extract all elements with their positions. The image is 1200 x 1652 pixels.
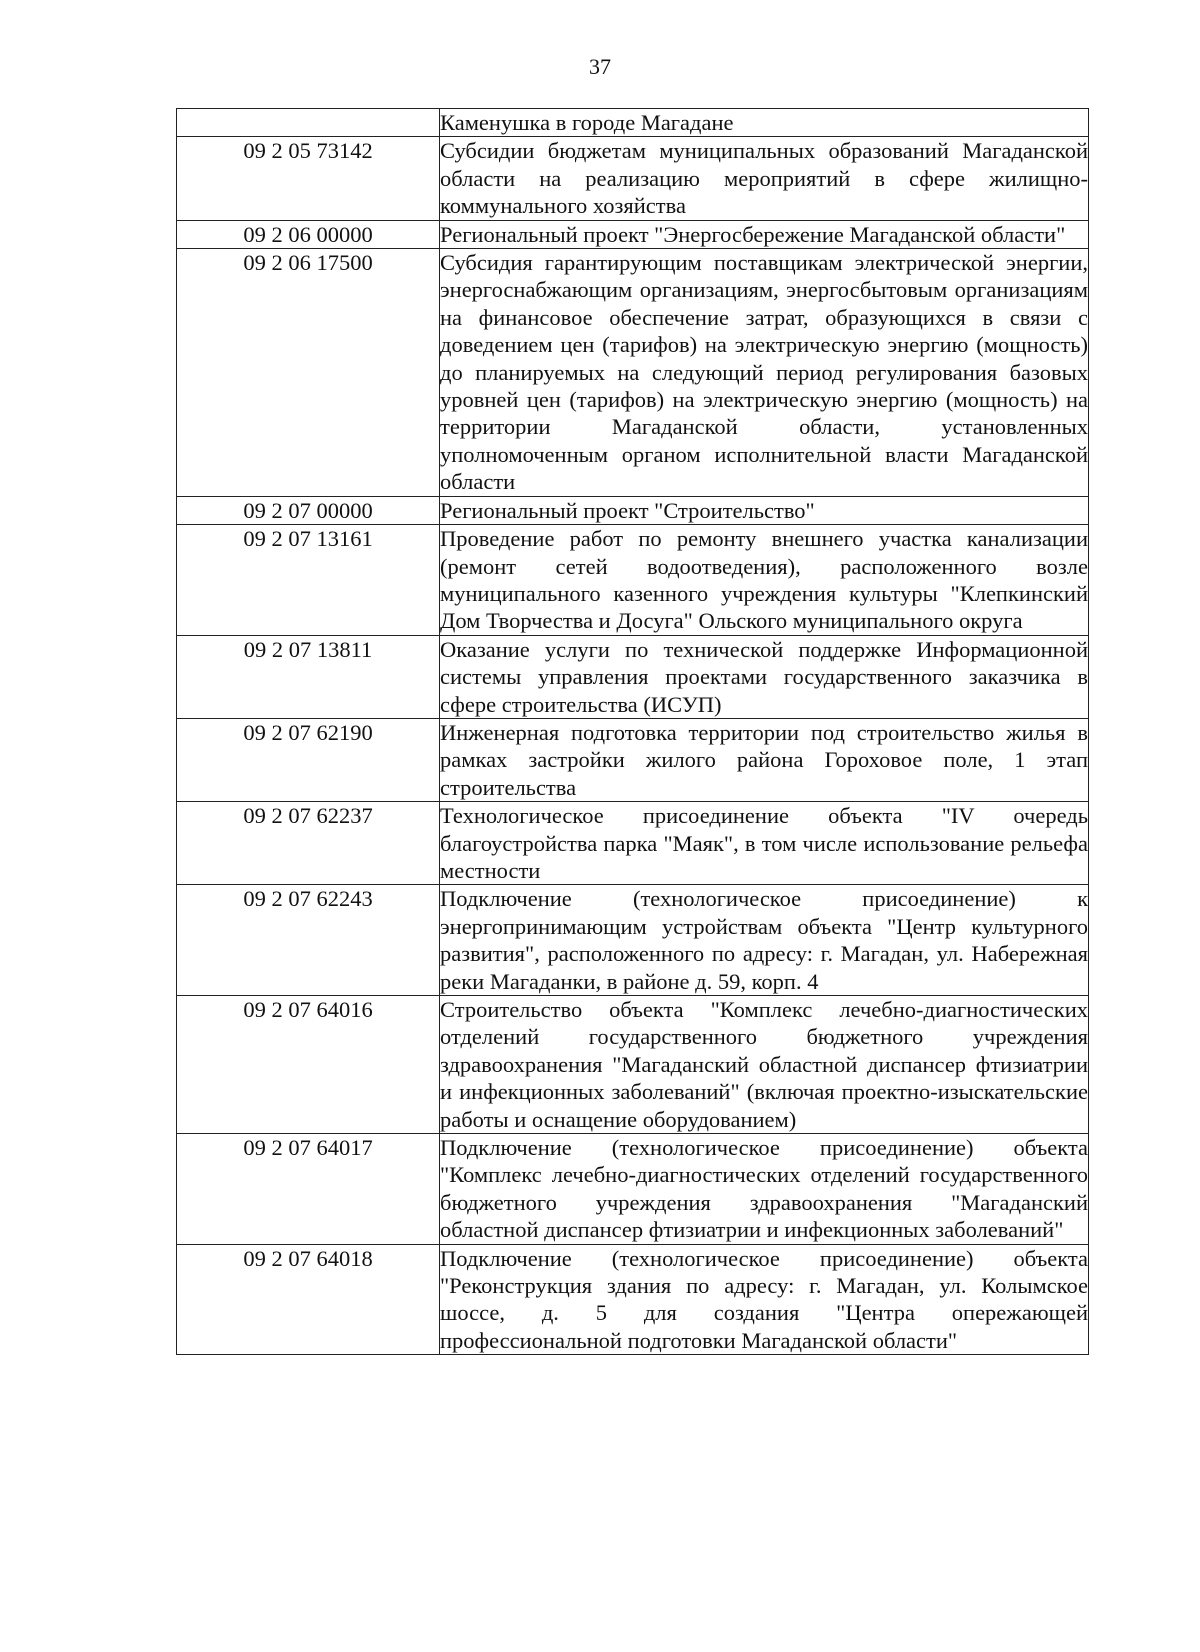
description-text: Подключение (технологическое присоединение) объекта "Комплекс лечебно-диагностических отделений государственного бюджетного учреждения здравоохранения "Магаданский областной диспансер фтизиатрии и инфекционных заболеваний" <box>440 1135 1088 1243</box>
code-cell: 09 2 06 17500 <box>177 249 440 497</box>
description-text: Региональный проект "Энергосбережение Магаданской области" <box>440 221 1066 247</box>
code-cell: 09 2 07 13811 <box>177 635 440 718</box>
code-cell: 09 2 06 00000 <box>177 220 440 248</box>
description-text: Проведение работ по ремонту внешнего участка канализации (ремонт сетей водоотведения), расположенного возле муниципального казенного учреждения культуры "Клепкинский Дом Творчества и Досуга" Ольского муниципального округа <box>440 526 1088 634</box>
table-row <box>177 718 1089 801</box>
code-cell <box>177 109 440 137</box>
description-text: Субсидия гарантирующим поставщикам электрической энергии, энергоснабжающим организациям, энергосбытовым организациям на финансовое обеспечение затрат, образующихся в связи с доведением цен (тарифов) на электрическую энергию (мощность) до планируемых на следующий период регулирования базовых уровней цен (тарифов) на электрическую энергию (мощность) на территории Магаданской области, установленных уполномоченным органом исполнительной власти Магаданской области <box>440 250 1088 495</box>
table-row <box>177 525 1089 636</box>
description-cell <box>440 802 1089 885</box>
description-cell <box>440 1244 1089 1355</box>
description-text: Подключение (технологическое присоединение) объекта "Реконструкция здания по адресу: г. Магадан, ул. Колымское шоссе, д. 5 для создания "Центра опережающей профессиональной подготовки Магаданской области" <box>440 1245 1088 1353</box>
description-cell <box>440 109 1089 137</box>
page-number: 37 <box>589 54 611 79</box>
description-cell <box>440 525 1089 636</box>
description-text: Оказание услуги по технической поддержке Информационной системы управления проектами государственного заказчика в сфере строительства (ИСУП) <box>440 636 1088 717</box>
code-cell: 09 2 07 13161 <box>177 525 440 636</box>
table-row <box>177 802 1089 885</box>
code-cell: 09 2 07 62190 <box>177 718 440 801</box>
table-row <box>177 137 1089 220</box>
table-row <box>177 249 1089 497</box>
code-cell: 09 2 07 64017 <box>177 1134 440 1245</box>
description-cell <box>440 718 1089 801</box>
description-cell <box>440 635 1089 718</box>
code-cell: 09 2 05 73142 <box>177 137 440 220</box>
description-text: Субсидии бюджетам муниципальных образований Магаданской области на реализацию мероприятий в сфере жилищно-коммунального хозяйства <box>440 138 1088 219</box>
code-cell: 09 2 07 62237 <box>177 802 440 885</box>
description-cell <box>440 885 1089 996</box>
table-row <box>177 635 1089 718</box>
description-cell <box>440 1134 1089 1245</box>
description-text: Каменушка в городе Магадане <box>440 110 734 135</box>
budget-classification-table <box>176 108 1089 1355</box>
table-row <box>177 220 1089 248</box>
table-row <box>177 109 1089 137</box>
description-cell <box>440 137 1089 220</box>
table-row <box>177 496 1089 524</box>
code-cell: 09 2 07 00000 <box>177 496 440 524</box>
description-text: Инженерная подготовка территории под строительство жилья в рамках застройки жилого района Гороховое поле, 1 этап строительства <box>440 719 1088 800</box>
description-text: Подключение (технологическое присоединение) к энергопринимающим устройствам объекта "Центр культурного развития", расположенного по адресу: г. Магадан, ул. Набережная реки Магаданки, в районе д. 59, корп. 4 <box>440 886 1088 994</box>
code-cell: 09 2 07 62243 <box>177 885 440 996</box>
table-row <box>177 885 1089 996</box>
description-cell <box>440 496 1089 524</box>
code-cell: 09 2 07 64016 <box>177 996 440 1134</box>
description-cell <box>440 996 1089 1134</box>
description-text: Региональный проект "Строительство" <box>440 497 815 523</box>
table-row <box>177 996 1089 1134</box>
description-text: Технологическое присоединение объекта "IV очередь благоустройства парка "Маяк", в том числе использование рельефа местности <box>440 803 1088 883</box>
description-cell <box>440 249 1089 497</box>
table-row <box>177 1244 1089 1355</box>
code-cell: 09 2 07 64018 <box>177 1244 440 1355</box>
table-row <box>177 1134 1089 1245</box>
description-cell <box>440 220 1089 248</box>
description-text: Строительство объекта "Комплекс лечебно-диагностических отделений государственного бюджетного учреждения здравоохранения "Магаданский областной диспансер фтизиатрии и инфекционных заболеваний" (включая проектно-изыскательские работы и оснащение оборудованием) <box>440 997 1088 1132</box>
